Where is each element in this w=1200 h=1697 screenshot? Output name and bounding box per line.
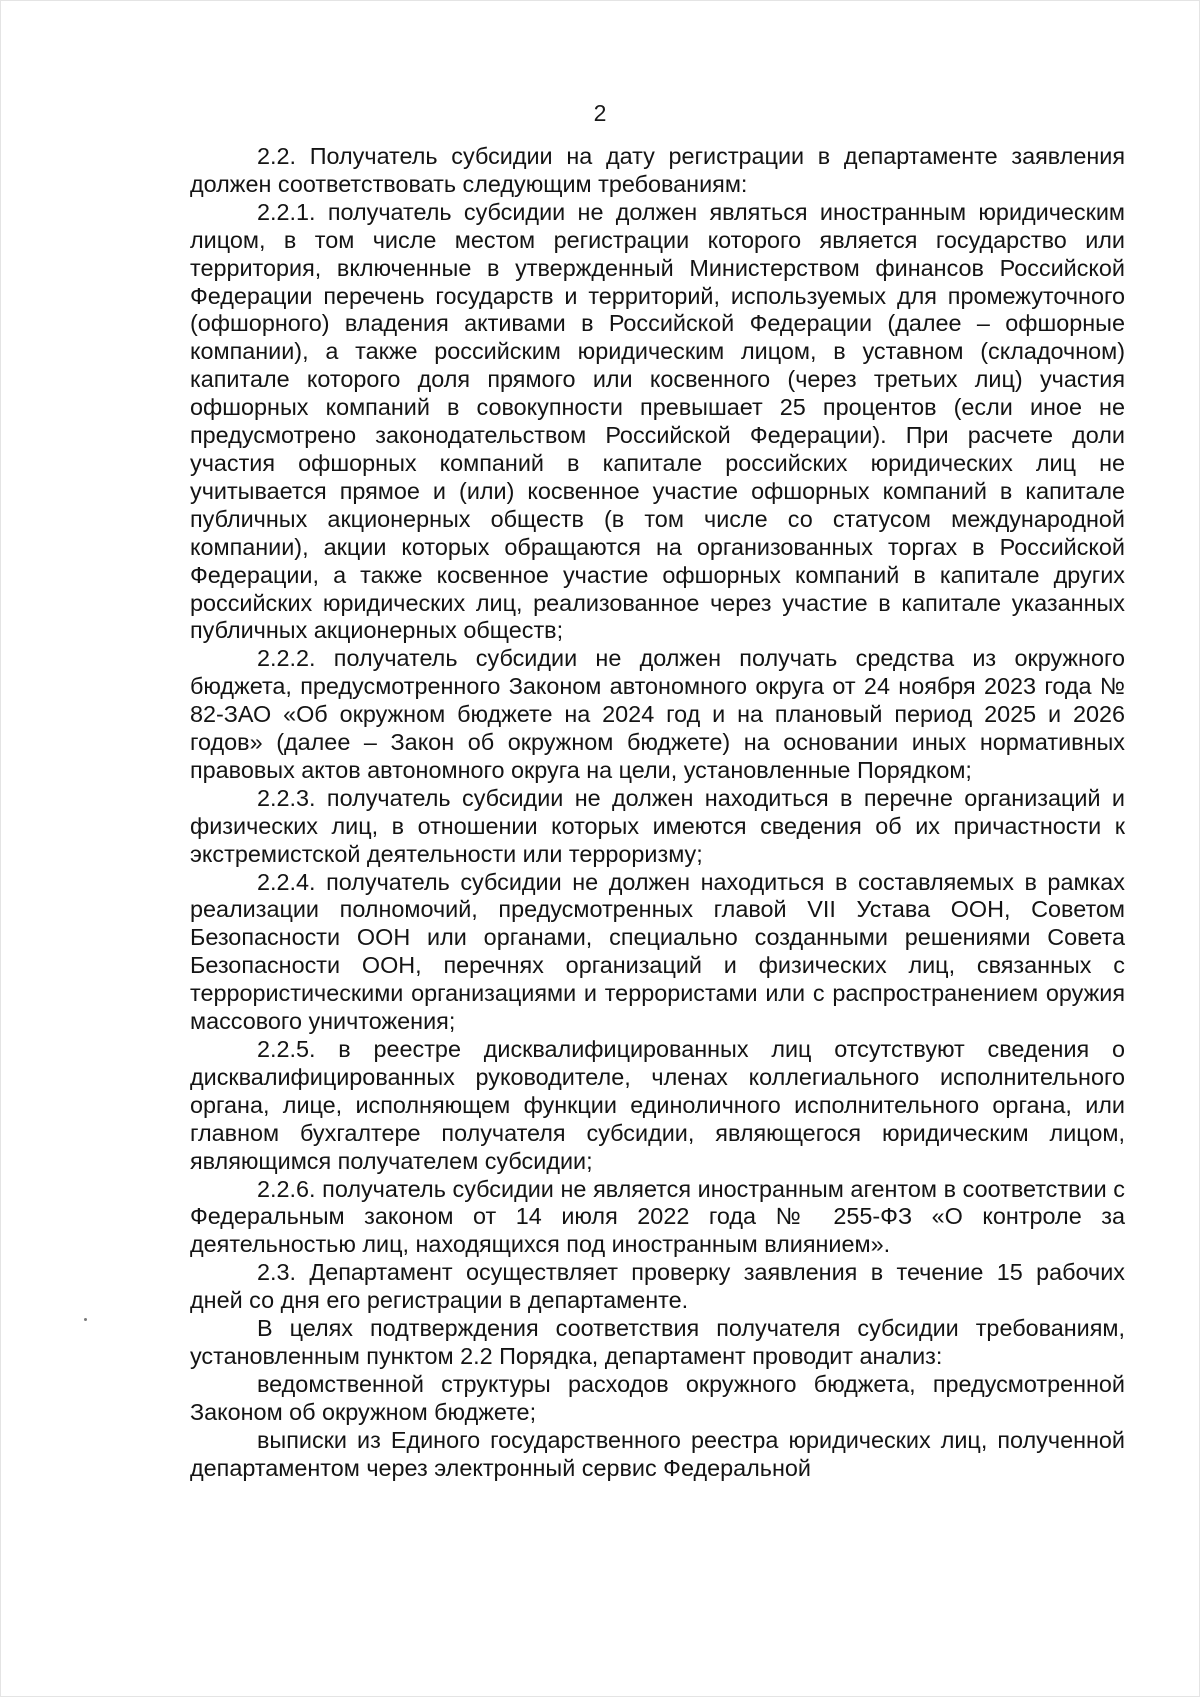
paragraph-2-2-3: 2.2.3. получатель субсидии не должен находиться в перечне организаций и физических лиц, в отношении которых имеются сведения об их причастности к экстремистской деятельности или терроризму; (190, 784, 1125, 867)
paragraph-2-2-1: 2.2.1. получатель субсидии не должен являться иностранным юридическим лицом, в том числе местом регистрации которого является государство или территория, включенные в утвержденный Министерством финансов Российской Федерации перечень государств и территорий, используемых для промежуточного (офшорного) владения активами в Российской Федерации (далее – офшорные компании), а также российским юридическим лицом, в уставном (складочном) капитале которого доля прямого или косвенного (через третьих лиц) участия офшорных компаний в совокупности превышает 25 процентов (если иное не предусмотрено законодательством Российской Федерации). При расчете доли участия офшорных компаний в капитале российских юридических лиц не учитывается прямое и (или) косвенное участие офшорных компаний в капитале публичных акционерных обществ (в том числе со статусом международной компании), акции которых обращаются на организованных торгах в Российской Федерации, а также косвенное участие офшорных компаний в капитале других российских юридических лиц, реализованное через участие в капитале указанных публичных акционерных обществ; (190, 198, 1125, 644)
paragraph-budget-structure: ведомственной структуры расходов окружного бюджета, предусмотренной Законом об окружном бюджете; (190, 1370, 1125, 1425)
document-body (190, 143, 1125, 1483)
paragraph-2-2-5: 2.2.5. в реестре дисквалифицированных лиц отсутствуют сведения о дисквалифицированных руководителе, членах коллегиального исполнительного органа, лице, исполняющем функции единоличного исполнительного органа, или главном бухгалтере получателя субсидии, являющегося юридическим лицом, являющимся получателем субсидии; (190, 1036, 1125, 1174)
paragraph-2-2-6: 2.2.6. получатель субсидии не является иностранным агентом в соответствии с Федеральным законом от 14 июля 2022 года № 255-ФЗ «О контроле за деятельностью лиц, находящихся под иностранным влиянием». (190, 1175, 1125, 1258)
paragraph-2-3: 2.3. Департамент осуществляет проверку заявления в течение 15 рабочих дней со дня его регистрации в департаменте. (190, 1259, 1125, 1314)
page-number: 2 (593, 100, 607, 126)
paragraph-2-2: 2.2. Получатель субсидии на дату регистрации в департаменте заявления должен соответствовать следующим требованиям: (190, 143, 1125, 197)
paragraph-2-2-4: 2.2.4. получатель субсидии не должен находиться в составляемых в рамках реализации полномочий, предусмотренных главой VII Устава ООН, Советом Безопасности ООН или органами, специально созданными решениями Совета Безопасности ООН, перечнях организаций и физических лиц, связанных с террористическими организациями и террористами или с распространением оружия массового уничтожения; (190, 868, 1125, 1035)
scan-speck (84, 1318, 87, 1321)
paragraph-analysis-intro: В целях подтверждения соответствия получателя субсидии требованиям, установленным пунктом 2.2 Порядка, департамент проводит анализ: (190, 1315, 1125, 1369)
paragraph-2-2-2: 2.2.2. получатель субсидии не должен получать средства из окружного бюджета, предусмотренного Законом автономного округа от 24 ноября 2023 года № 82-ЗАО «Об окружном бюджете на 2024 год и на плановый период 2025 и 2026 годов» (далее – Закон об окружном бюджете) на основании иных нормативных правовых актов автономного округа на цели, установленные Порядком; (190, 645, 1125, 783)
paragraph-registry-extract: выписки из Единого государственного реестра юридических лиц, полученной департаментом через электронный сервис Федеральной (190, 1426, 1125, 1481)
